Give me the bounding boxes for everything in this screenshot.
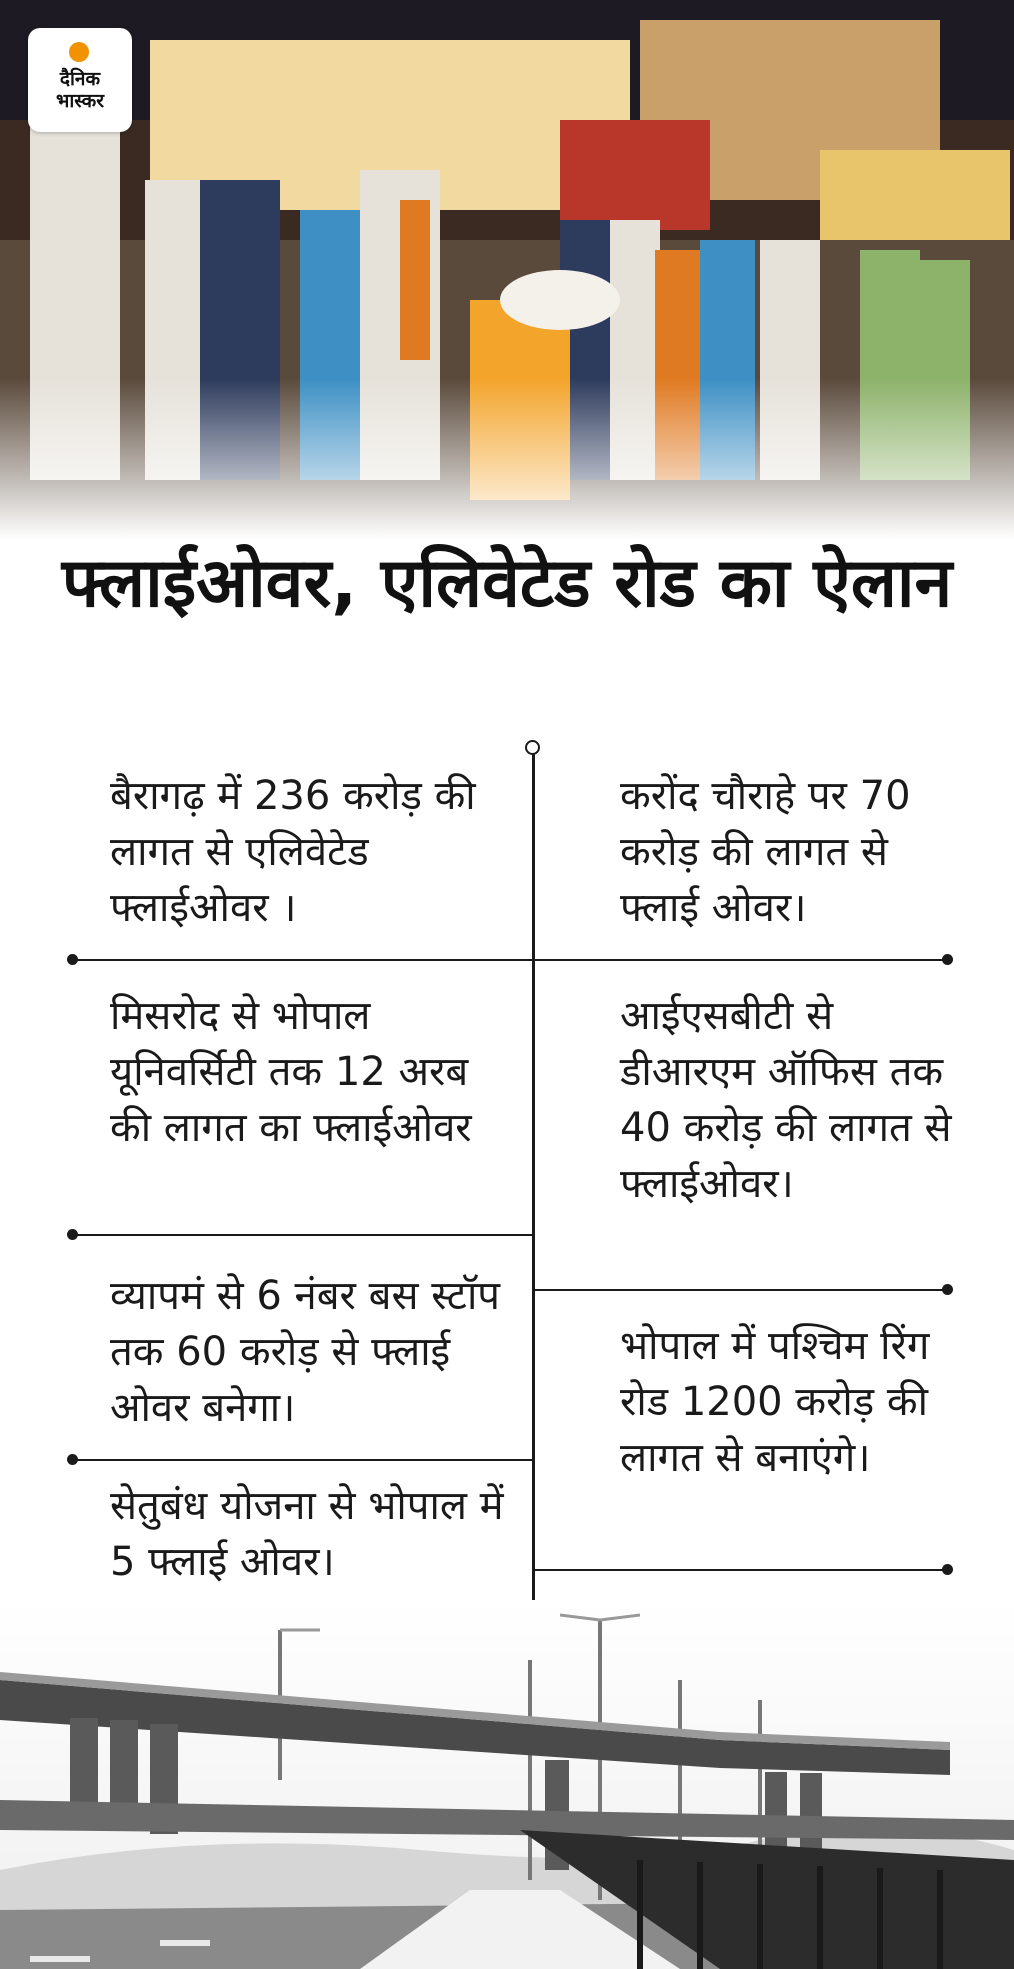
flyover-illustration: [0, 1600, 1014, 1969]
dainik-bhaskar-logo: [28, 28, 132, 132]
divider-top-dot: [525, 740, 540, 755]
divider-dot: [67, 1454, 78, 1465]
row-divider: [534, 959, 947, 961]
divider-dot: [67, 1229, 78, 1240]
row-divider: [534, 1289, 947, 1291]
announcement-isbt: आईएसबीटी से डीआरएम ऑफिस तक 40 करोड़ की लागत से फ्लाईओवर।: [620, 993, 952, 1207]
announcement-bairagarh: बैरागढ़ में 236 करोड़ की लागत से एलिवेटेड फ्लाईओवर ।: [110, 773, 476, 931]
announcement-ring-road: भोपाल में पश्चिम रिंग रोड 1200 करोड़ की लागत से बनाएंगे।: [620, 1323, 930, 1481]
row-divider: [72, 959, 532, 961]
center-divider: [532, 747, 535, 1677]
row-divider: [534, 1569, 947, 1571]
announcement-grid: [0, 740, 1014, 1690]
headline: फ्लाईओवर, एलिवेटेड रोड का ऐलान: [61, 544, 953, 623]
rally-stage-photo: [0, 0, 1014, 540]
announcement-karond: करोंद चौराहे पर 70 करोड़ की लागत से फ्लाई ओवर।: [620, 773, 911, 931]
sun-icon: [69, 42, 89, 62]
row-divider: [72, 1234, 532, 1236]
divider-dot: [942, 1284, 953, 1295]
announcement-misrod: मिसरोद से भोपाल यूनिवर्सिटी तक 12 अरब की लागत का फ्लाईओवर: [110, 993, 472, 1151]
divider-dot: [67, 954, 78, 965]
row-divider: [72, 1459, 532, 1461]
logo-line-1: दैनिक: [59, 68, 101, 90]
divider-dot: [942, 954, 953, 965]
divider-dot: [942, 1564, 953, 1575]
announcement-setubandh: सेतुबंध योजना से भोपाल में 5 फ्लाई ओवर।: [110, 1483, 504, 1585]
logo-line-2: भास्कर: [55, 90, 105, 112]
announcement-vyapam: व्यापमं से 6 नंबर बस स्टॉप तक 60 करोड़ से फ्लाई ओवर बनेगा।: [110, 1273, 501, 1431]
